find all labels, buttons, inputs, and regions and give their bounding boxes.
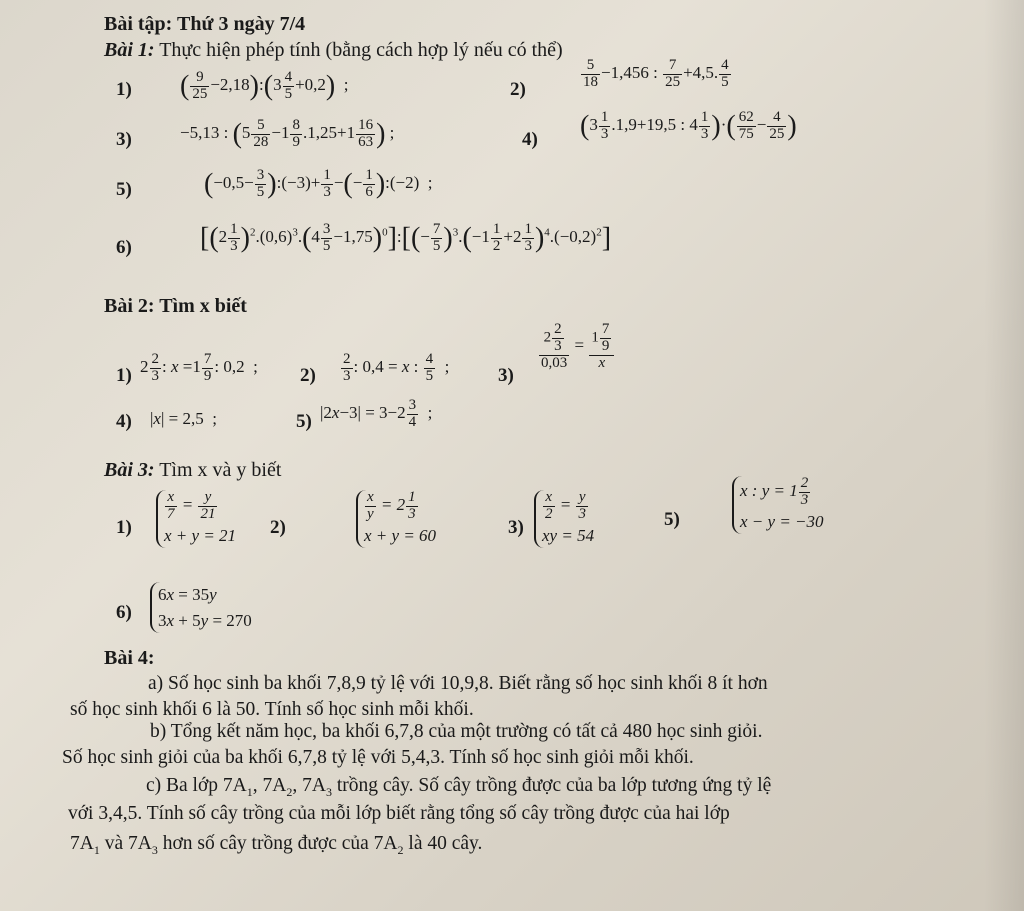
bai2-expr-4: |x| = 2,5 ; bbox=[150, 409, 217, 428]
bai1-item-1-number: 1) bbox=[116, 79, 132, 100]
bai2-heading: Bài 2: Tìm x biết bbox=[104, 295, 247, 317]
bai2-item-2-number: 2) bbox=[300, 365, 316, 386]
bai1-item-3-number: 3) bbox=[116, 129, 132, 150]
bai1-instruction: Thực hiện phép tính (bằng cách hợp lý nếu có thể) bbox=[159, 39, 563, 61]
bai2-expr-2: $\frac{2}{3}$ : 0,4 = x : $\frac{4}{5}$ ; bbox=[343, 351, 450, 384]
bai3-system-2: $\frac{x}{y}$ = 2 $\frac{1}{3}$ x + y = 60 bbox=[356, 490, 436, 548]
bai1-expr-1: ( $\frac{9}{25}$ −2,18):(3 $\frac{4}{5}$ +0,2) ; bbox=[180, 69, 349, 102]
bai2-expr-3: 2 $\frac{2}{3}$ 0,03 = 1 $\frac{7}{9}$ x bbox=[538, 322, 615, 371]
bai1-expr-4: (3 $\frac{1}{3}$ .1,9+19,5 : 4 $\frac{1}{3}$ )·( $\frac{62}{75}$ − $\frac{4}{25}$ ) bbox=[580, 109, 797, 142]
bai3-item-6-number: 6) bbox=[116, 602, 132, 623]
bai2-item-3-number: 3) bbox=[498, 365, 514, 386]
bai1-item-6-number: 6) bbox=[116, 237, 132, 258]
bai1-item-2-number: 2) bbox=[510, 79, 526, 100]
bai3-system-1: $\frac{x}{7}$ = $\frac{y}{21}$ x + y = 21 bbox=[156, 490, 236, 548]
bai1-label: Bài 1: bbox=[104, 39, 155, 61]
page-title: Bài tập: Thứ 3 ngày 7/4 bbox=[104, 13, 306, 35]
bai2-item-5-number: 5) bbox=[296, 411, 312, 432]
bai3-item-3-number: 3) bbox=[508, 517, 524, 538]
bai4-a-line-2: số học sinh khối 6 là 50. Tính số học sinh mỗi khối. bbox=[70, 699, 474, 720]
bai1-expr-3: −5,13 : (5 $\frac{5}{28}$ −1 $\frac{8}{9}$ .1,25+1 $\frac{16}{63}$ ) ; bbox=[180, 117, 395, 150]
bai4-c3-end: là 40 cây. bbox=[408, 833, 483, 854]
bai2-item-1-number: 1) bbox=[116, 365, 132, 386]
bai2-expr-5: |2x−3| = 3−2 $\frac{3}{4}$ ; bbox=[320, 397, 433, 430]
bai3-system-6: 6x = 35y 3x + 5y = 270 bbox=[150, 582, 252, 633]
bai3-item-2-number: 2) bbox=[270, 517, 286, 538]
bai4-c-rest: trồng cây. Số cây trồng được của ba lớp tương ứng tỷ lệ bbox=[336, 775, 772, 796]
bai4-heading: Bài 4: bbox=[104, 647, 155, 669]
bai4-c-line-1: c) Ba lớp $7A_1$, $7A_2$, $7A_3$ trồng cây. Số cây trồng được của ba lớp tương ứng tỷ lệ bbox=[146, 775, 772, 799]
bai3-system-3: $\frac{x}{2}$ = $\frac{y}{3}$ xy = 54 bbox=[534, 490, 594, 548]
bai4-c-line-2: với 3,4,5. Tính số cây trồng của mỗi lớp biết rằng tổng số cây trồng được của hai lớp bbox=[68, 803, 730, 824]
bai1-heading bbox=[104, 40, 563, 60]
bai4-b-line-1: b) Tổng kết năm học, ba khối 6,7,8 của một trường có tất cả 480 học sinh giỏi. bbox=[150, 721, 763, 742]
bai1-item-4-number: 4) bbox=[522, 129, 538, 150]
bai3-label: Bài 3: bbox=[104, 459, 155, 481]
bai2-expr-1: 2 $\frac{2}{3}$ : x =1 $\frac{7}{9}$ : 0,2 ; bbox=[140, 351, 258, 384]
page-shadow bbox=[984, 0, 1024, 911]
bai4-a-line-1: a) Số học sinh ba khối 7,8,9 tỷ lệ với 10,9,8. Biết rằng số học sinh khối 8 ít hơn bbox=[148, 673, 768, 694]
bai1-expr-2: $\frac{5}{18}$ −1,456 : $\frac{7}{25}$ +4,5. $\frac{4}{5}$ bbox=[583, 57, 729, 90]
bai3-system-5: x : y = 1 $\frac{2}{3}$ x − y = −30 bbox=[732, 476, 824, 534]
bai3-item-1-number: 1) bbox=[116, 517, 132, 538]
bai1-item-5-number: 5) bbox=[116, 179, 132, 200]
bai4-b-line-2: Số học sinh giỏi của ba khối 6,7,8 tỷ lệ với 5,4,3. Tính số học sinh giỏi mỗi khối. bbox=[62, 747, 694, 768]
bai1-expr-5: (−0,5− $\frac{3}{5}$ ):(−3)+ $\frac{1}{3}$ −(− $\frac{1}{6}$ ):(−2) ; bbox=[204, 167, 433, 200]
bai1-expr-6: [(2 $\frac{1}{3}$ )$^2.(0,6)^3.(4$ $\frac{3}{5}$ −1,75)$^0$]:[(− $\frac{7}{5}$ )$^3$.(−1 $\frac{1}{2}$ +2 $\frac{1}{3}$ )$^4.(-0,2)^2$] bbox=[200, 221, 612, 254]
bai2-item-4-number: 4) bbox=[116, 411, 132, 432]
bai3-item-5-number: 5) bbox=[664, 509, 680, 530]
bai3-instruction: Tìm x và y biết bbox=[159, 459, 282, 481]
bai3-heading bbox=[104, 460, 281, 480]
bai4-c-intro: c) Ba lớp 7A bbox=[146, 775, 247, 796]
bai4-c3-middle: hơn số cây trồng được của 7A bbox=[162, 833, 398, 854]
bai4-c-line-3: $7A_1$ và $7A_3$ hơn số cây trồng được của $7A_2$ là 40 cây. bbox=[70, 833, 483, 857]
